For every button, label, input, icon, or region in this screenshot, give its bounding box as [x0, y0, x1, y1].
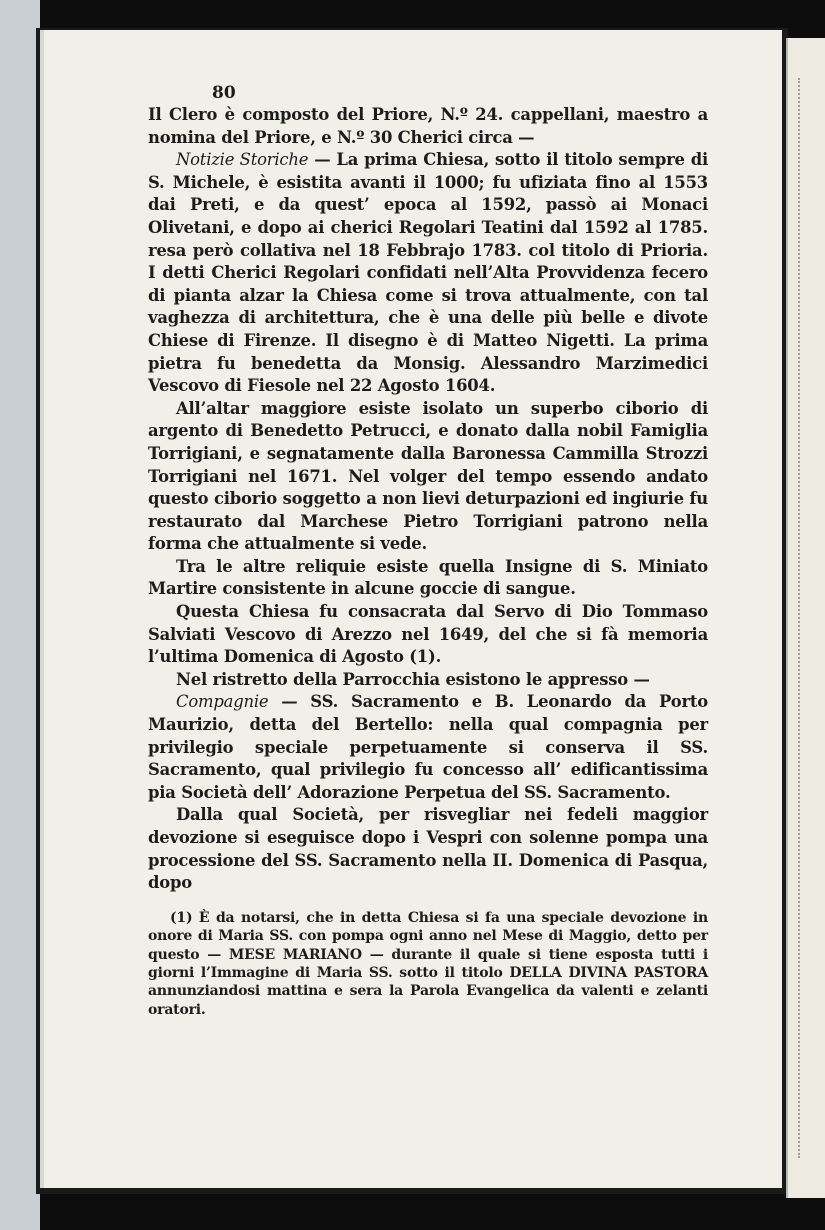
section-heading-compagnie: Compagnie — [176, 692, 269, 712]
paragraph-text: Il Clero è composto del Priore, N.º 24. cappellani, maestro a nomina del Priore, e N.º 30 Cherici circa — — [148, 105, 708, 147]
paragraph-notizie-storiche — [148, 149, 708, 398]
paragraph-text: Dalla qual Società, per risvegliar nei fedeli maggior devozione si eseguisce dopo i Vespri con solenne pompa una processione del SS. Sacramento nella II. Domenica di Pasqua, dopo — [148, 805, 708, 893]
page-number: 80 — [212, 83, 236, 103]
paragraph-text: Questa Chiesa fu consacrata dal Servo di Dio Tommaso Salviati Vescovo di Arezzo nel 1649, del che si fà memoria l’ultima Domenica di Agosto (1). — [148, 602, 708, 667]
footnote — [148, 909, 708, 1019]
paragraph-text: Tra le altre reliquie esiste quella Insigne di S. Miniato Martire consistente in alcune goccie di sangue. — [148, 556, 708, 599]
page-text — [148, 82, 708, 1019]
paragraph-ristretto — [148, 669, 708, 692]
paragraph-compagnie — [148, 691, 708, 804]
next-page-edge — [786, 38, 825, 1198]
paragraph-text: Nel ristretto della Parrocchia esistono le appresso — — [176, 669, 650, 689]
background-left — [0, 0, 40, 1230]
binding-stitch — [798, 78, 806, 1158]
paragraph-text: All’altar maggiore esiste isolato un superbo ciborio di argento di Benedetto Petrucci, e donato dalla nobil Famiglia Torrigiani, e segnatamente dalla Baronessa Cammilla Strozzi Torrigiani nel 1671. Nel volger del tempo essendo andato questo ciborio soggetto a non lievi deturpazioni ed ingiurie fu restaurato dal Marchese Pietro Torrigiani patrono nella forma che attualmente si vede. — [148, 398, 708, 554]
paragraph-consacrazione — [148, 601, 708, 669]
paragraph-reliquie — [148, 556, 708, 601]
paragraph-text: — La prima Chiesa, sotto il titolo sempre di S. Michele, è esistita avanti il 1000; fu ufiziata fino al 1553 dai Preti, e da quest’ epoca al 1592, passò ai Monaci Olivetani, e dopo ai cherici Regolari Teatini dal 1592 al 1785. resa però collativa nel 18 Febbrajo 1783. col titolo di Prioria. I detti Cherici Regolari confidati nell’Alta Provvidenza fecero di pianta alzar la Chiesa come si trova attualmente, con tal vaghezza di architettura, che è una delle più belle e divote Chiese di Firenze. Il disegno è di Matteo Nigetti. La prima pietra fu benedetta da Monsig. Alessandro Marzimedici Vescovo di Fiesole nel 22 Agosto 1604. — [148, 150, 708, 396]
paragraph-clero — [148, 104, 708, 149]
paragraph-societa — [148, 804, 708, 894]
section-heading-notizie: Notizie Storiche — [176, 150, 309, 170]
paragraph-ciborio — [148, 398, 708, 556]
paragraph-text: — SS. Sacramento e B. Leonardo da Porto Maurizio, detta del Bertello: nella qual compagnia per privilegio speciale perpetuamente si conserva il SS. Sacramento, qual privilegio fu concesso all’ edificantissima pia Società dell’ Adorazione Perpetua del SS. Sacramento. — [148, 692, 708, 802]
footnote-text: (1) È da notarsi, che in detta Chiesa si fa una speciale devozione in onore di Maria SS. con pompa ogni anno nel Mese di Maggio, detto per questo — MESE MARIANO — durante il quale si tiene esposta tutti i giorni l’Immagine di Maria SS. sotto il titolo DELLA DIVINA PASTORA annunziandosi mattina e sera la Parola Evangelica da valenti e zelanti oratori. — [148, 909, 708, 1018]
